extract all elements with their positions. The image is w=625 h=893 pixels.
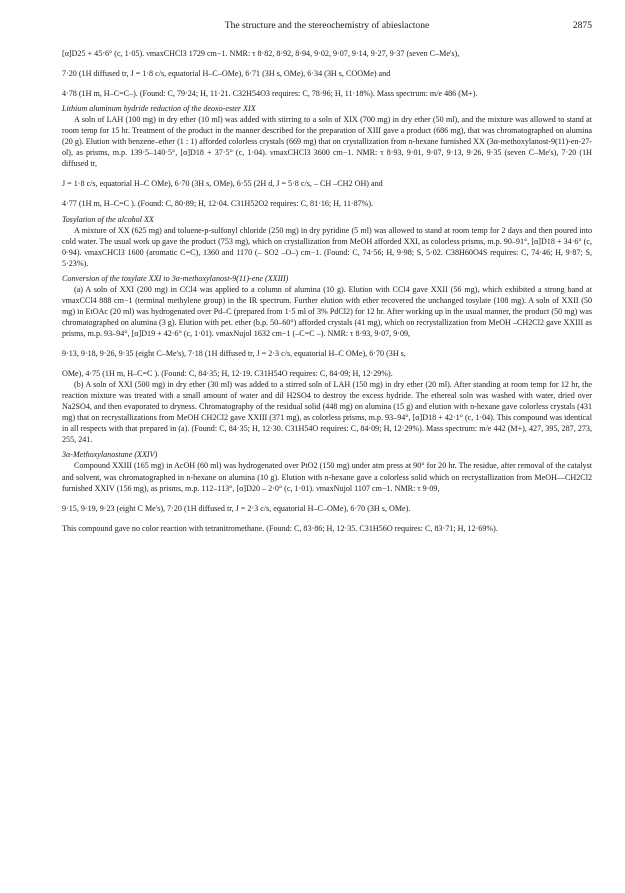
paragraph: A mixture of XX (625 mg) and toluene-p-sulfonyl chloride (250 mg) in dry pyridine (5 ml) was allowed to stand at room temp for 2 days and then poured into cold water. The usual work up gave the product (753 mg), which on crystallization from MeOH afforded XXI, as colorless prisms, m.p. 90–91°, [α]D18 + 34·6° (c, 0·94). νmaxCHCl3 1600 (aromatic C=C), 1360 and 1170 (– SO2 –O–) cm−1. (Found: C, 74·56; H, 9·98; S, 5·02. C38H60O4S requires: C, 74·46; H, 9·87; S, 5·23%).: [62, 225, 592, 268]
section-heading: Lithium aluminum hydride reduction of the deoxo-ester XIX: [62, 104, 256, 114]
paragraph: 7·20 (1H diffused tr, J = 1·8 c/s, equatorial H–C–OMe), 6·71 (3H s, OMe), 6·34 (3H s, COOMe) and: [62, 69, 391, 79]
paragraph: (a) A soln of XXI (200 mg) in CCl4 was applied to a column of alumina (10 g). Elution with CCl4 gave XXII (56 mg), which exhibited a strong band at νmaxCCl4 888 cm−1 (terminal methylene group) in the IR spectrum. Further elution with ether recovered the unchanged tosylate (108 mg). A soln of XXII (50 mg) in EtOAc (20 ml) was hydrogenated over Pd–C (prepared from 1·5 ml of 3% PdCl2) for 12 hr. After working up in the usual manner, the product (50 mg) was chromatographed on alumina (3 g). Elution with pet. ether (b.p. 50–60°) afforded crystals (41 mg), which on recrystallization from MeOH –CH2Cl2 gave XXIII as prisms, m.p. 93–94°, [α]D19 + 42·6° (c, 1·01). νmaxNujol 1632 cm−1 (–C=C –). NMR: τ 8·93, 9·07, 9·09,: [62, 284, 592, 338]
paragraph: [α]D25 + 45·6° (c, 1·05). νmaxCHCl3 1729 cm−1. NMR: τ 8·82, 8·92, 8·94, 9·02, 9·07, 9·14, 9·27, 9·37 (seven C–Me's),: [62, 49, 460, 58]
paragraph: Compound XXIII (165 mg) in AcOH (60 ml) was hydrogenated over PtO2 (150 mg) under atm press at 90° for 20 hr. The residue, after removal of the catalyst and solvent, was chromatographed in n-hexane on alumina (10 g). Elution with n-hexane gave a colorless solid which on recrystallization from MeOH—CH2Cl2 furnished XXIV (156 mg), as prisms, m.p. 112–113°, [α]D20 – 2·0° (c, 1·01). νmaxNujol 1107 cm−1. NMR: τ 9·09,: [62, 461, 592, 493]
section-heading: 3α-Methoxylanostane (XXIV): [62, 450, 158, 460]
paragraph: 4·78 (1H m, H–C=C–). (Found: C, 79·24; H, 11·21. C32H54O3 requires: C, 78·96; H, 11·18%). Mass spectrum: m/e 486 (M+).: [62, 89, 478, 99]
paragraph: 9·15, 9·19, 9·23 (eight C Me's), 7·20 (1H diffused tr, J = 2·3 c/s, equatorial H–C–OMe), 6·70 (3H s, OMe).: [62, 503, 411, 513]
section-heading: Conversion of the tosylate XXI to 3α-methoxylanost-9(11)-ene (XXIII): [62, 273, 289, 283]
paragraph: (b) A soln of XXI (500 mg) in dry ether (30 ml) was added to a stirred soln of LAH (150 mg) in dry ether (20 ml). After standing at room temp for 12 hr, the reaction mixture was treated with a small amount of water and dil H2SO4 to destroy the excess hydride. The ethereal soln was washed with water, dried over Na2SO4, and then evaporated to dryness. Chromatography of the residual solid (448 mg) on alumina (15 g) and elution with n-hexane gave colorless crystals (431 mg) that on recrystallizations from MeOH CH2Cl2 gave XXIII (371 mg), as colorless prisms, m.p. 93–94°, [α]D18 + 42·1° (c, 1·04). This compound was identical in all respects with that prepared in (a). (Found: C, 84·35; H, 12·30. C31H54O requires: C, 84·09; H, 12·29%). Mass spectrum: m/e 442 (M+), 427, 395, 287, 273, 255, 241.: [62, 380, 592, 445]
paragraph: A soln of LAH (100 mg) in dry ether (10 ml) was added with stirring to a soln of XIX (700 mg) in dry ether (50 ml), and the mixture was allowed to stand at room temp for 15 hr. Treatment of the product in the manner described for the preparation of XIII gave a product (686 mg), that was chromatographed on alumina (20 g). Elution with benzene–ether (1 : 1) afforded colorless crystals (669 mg) that on crystallization from n-hexane furnished XX (3α-methoxylanost-9(11)-en-27-ol), as prisms, m.p. 139·5–140·5°, [α]D18 + 37·5° (c, 1·04). νmaxCHCl3 3600 cm−1. NMR: τ 8·93, 9·01, 9·07, 9·13, 9·26, 9·35 (seven C–Me's), 7·20 (1H diffused tr,: [62, 115, 592, 169]
paragraph: 9·13, 9·18, 9·26, 9·35 (eight C–Me's), 7·18 (1H diffused tr, J = 2·3 c/s, equatorial H–C OMe), 6·70 (3H s,: [62, 349, 406, 359]
paragraph: J = 1·8 c/s, equatorial H–C OMe), 6·70 (3H s, OMe), 6·55 (2H d, J = 5·8 c/s, – CH –CH2 OH) and: [62, 179, 383, 189]
running-title: The structure and the stereochemistry of abieslactone: [224, 20, 430, 31]
section-heading: Tosylation of the alcohol XX: [62, 214, 154, 224]
running-header: [62, 20, 592, 34]
page-number: 2875: [572, 20, 592, 31]
paragraph: This compound gave no color reaction with tetranitromethane. (Found: C, 83·86; H, 12·35. C31H56O requires: C, 83·71; H, 12·69%).: [62, 523, 498, 533]
body-text: [62, 48, 592, 534]
paragraph: OMe), 4·75 (1H m, H–C=C ). (Found: C, 84·35; H, 12·19. C31H54O requires: C, 84·09; H, 12·29%).: [62, 369, 393, 379]
paragraph: 4·77 (1H m, H–C=C ). (Found: C, 80·89; H, 12·04. C31H52O2 requires: C, 81·16; H, 11·87%).: [62, 199, 374, 209]
